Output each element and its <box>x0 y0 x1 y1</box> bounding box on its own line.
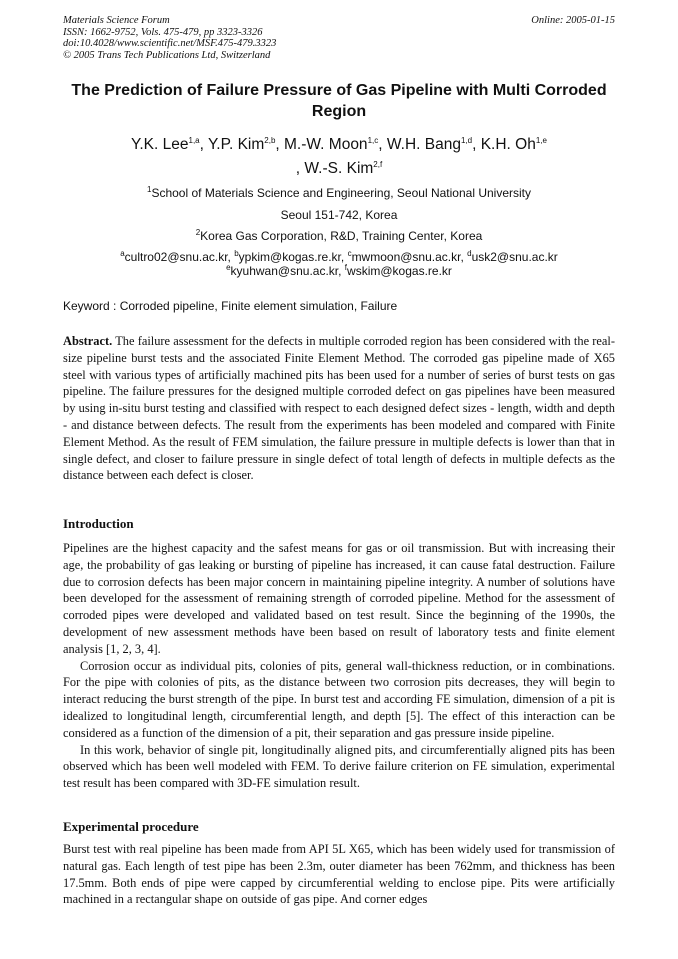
email-sup: a <box>120 249 125 258</box>
author-sup: 2,f <box>373 159 383 169</box>
aff-text: School of Materials Science and Engineering, Seoul National University <box>151 186 531 200</box>
email-sup: e <box>226 263 231 272</box>
author-name: Y.K. Lee <box>131 136 189 153</box>
email-sup: d <box>467 249 472 258</box>
abstract-label: Abstract. <box>63 334 113 348</box>
author-sup: 2,b <box>264 135 276 145</box>
email-link[interactable]: usk2@snu.ac.kr <box>471 250 558 264</box>
section-heading-experimental: Experimental procedure <box>63 819 199 834</box>
paragraph: Pipelines are the highest capacity and the safest means for gas or oil transmission. But with increasing their age, the probability of gas leaking or bursting of pipeline has increased, it can cause fatal destruction. Failure due to corrosion defects has been major concern in maintaining pipeline integrity. A number of solutions have been developed for the assessment of remaining strength of corroded pipeline. Method for the assessment of corroded pipes were developed and validated based on test result. Since the beginning of the 1990s, the development of new assessment methods have been based on result of laboratory tests and finite element analysis [1, 2, 3, 4]. <box>63 541 615 656</box>
email-link[interactable]: ypkim@kogas.re.kr <box>238 250 341 264</box>
affiliation-1-city: Seoul 151-742, Korea <box>280 208 398 222</box>
aff-text: Korea Gas Corporation, R&D, Training Center, Korea <box>200 229 483 243</box>
paragraph: In this work, behavior of single pit, longitudinally aligned pits, and circumferentially aligned pits has been observed which has been well modeled with FEM. To derive failure criterion on FE simulation, experimental test result has been compared with 3D-FE simulation result. <box>63 742 615 791</box>
email-link[interactable]: wskim@kogas.re.kr <box>347 264 452 278</box>
issn-line: ISSN: 1662-9752, Vols. 475-479, pp 3323-3326 <box>63 26 263 38</box>
paragraph: Corrosion occur as individual pits, colonies of pits, general wall-thickness reduction, or in combinations. For the pipe with colonies of pits, as the distance between two corrosion pits decreases, they will begin to interact reducing the burst strength of the pipe. In burst test and according FE simulation, dimension of a pit is idealized to longitudinal length, circumferential length, and depth [5]. The effect of this interaction can be considered as a function of the dimension of a pit, their separation and gas pressure inside pipeline. <box>63 658 615 740</box>
aff-sup: 1 <box>147 185 152 194</box>
email-sup: b <box>234 249 239 258</box>
paragraph: Burst test with real pipeline has been made from API 5L X65, which has been widely used for transmission of natural gas. Each length of test pipe has been 2.3m, outer diameter has been 762mm, and thickness has been 17.5mm. Both ends of pipe were capped by circumferential welding to enclose pipe. Pits were artificially machined in a rectangular shape on outside of gas pipe. And corner edges <box>63 842 615 907</box>
email-list: $^a$cultro02@snu.ac.kr, $^b$ypkim@kogas.re.kr, $^c$mwmoon@snu.ac.kr, $^d$usk2@snu.ac.kr $^e$kyuhwan@snu.ac.kr, $^f$wskim@kogas.re.kr <box>120 249 558 278</box>
author-sup: 1,d <box>460 135 473 145</box>
copyright-line: © 2005 Trans Tech Publications Ltd, Switzerland <box>63 49 271 61</box>
author-name: Y.P. Kim <box>207 136 265 153</box>
author-sup: 1,c <box>367 135 379 145</box>
aff-sup: 2 <box>195 228 201 237</box>
email-link[interactable]: kyuhwan@snu.ac.kr <box>230 264 339 278</box>
online-date: Online: 2005-01-15 <box>531 15 615 26</box>
doi-line[interactable]: doi:10.4028/www.scientific.net/MSF.475-479.3323 <box>63 38 277 49</box>
author-sup: 1,e <box>535 135 547 145</box>
experimental-body <box>63 841 615 908</box>
email-link[interactable]: mwmoon@snu.ac.kr <box>351 250 461 264</box>
abstract-text: The failure assessment for the defects in multiple corroded region has been considered with the real-size pipeline burst tests and the associated Finite Element Method. The corroded gas pipeline made of X65 steel with various types of artificially machined pits has been used for a number of series of burst tests on gas pipeline. The failure pressures for the designed multiple corroded defect on gas pipelines have been measured by using in-situ burst testing and classified with respect to each designed defect sizes - length, width and depth - and distance between defects. The result from the experiments has been modeled and compared with Finite Element Method. As the result of FEM simulation, the failure pressure in multiple defects is lower than that in single defect, and closer to failure pressure in single defect of total length of defects in multiple defects as the distance between each defect is closer. <box>63 334 615 483</box>
introduction-body <box>63 540 615 792</box>
email-sup: c <box>347 249 352 258</box>
author-name: W.H. Bang <box>386 136 461 153</box>
author-list: Y.K. Lee$^{1,a}$, Y.P. Kim$^{2,b}$, M.-W. Moon$^{1,c}$, W.H. Bang$^{1,d}$, K.H. Oh$^{1,e}$ , W.-S. Kim$^{2,f}$ <box>131 135 547 177</box>
author-name: M.-W. Moon <box>284 136 368 153</box>
running-header <box>63 15 615 61</box>
author-sup: 1,a <box>188 135 200 145</box>
author-name: K.H. Oh <box>480 136 536 153</box>
journal-name: Materials Science Forum <box>63 15 170 26</box>
author-name: W.-S. Kim <box>304 160 374 177</box>
affiliation-1 <box>63 186 615 200</box>
email-link[interactable]: cultro02@snu.ac.kr <box>124 250 228 264</box>
keywords: Keyword : Corroded pipeline, Finite element simulation, Failure <box>63 299 398 313</box>
paper-title: The Prediction of Failure Pressure of Gas Pipeline with Multi Corroded Region <box>71 82 607 120</box>
email-sup: f <box>344 263 348 272</box>
affiliation-2 <box>63 229 615 243</box>
section-heading-introduction: Introduction <box>63 516 134 531</box>
abstract <box>63 333 615 484</box>
